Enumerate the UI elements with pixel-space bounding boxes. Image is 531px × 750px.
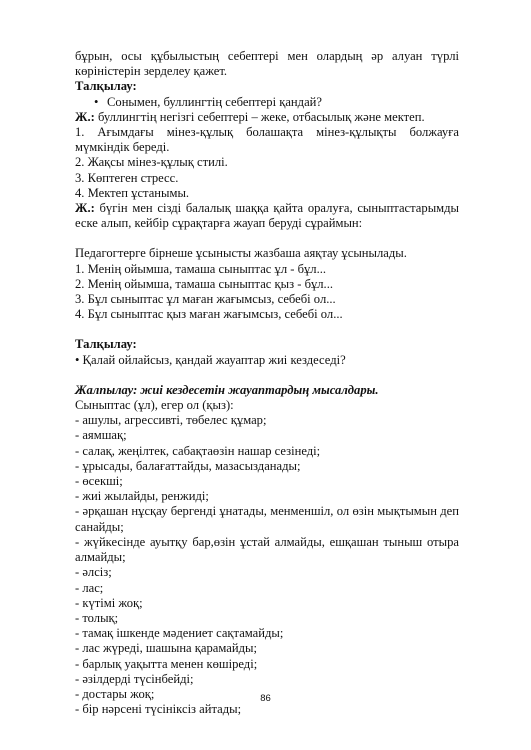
discussion-question-text: Сонымен, буллингтің себептері қандай? bbox=[107, 94, 322, 109]
answer-label: Ж.: bbox=[75, 201, 95, 216]
answer-example-item: - тамақ ішкенде мәдениет сақтамайды; bbox=[75, 626, 284, 641]
answer-text: бүгін мен сізді балалық шаққа қайта оралуға, сыныптастарымды еске алып, кейбір сұрақтарға жауап беруді сұраймын: bbox=[75, 201, 459, 231]
discussion-question-2: • Қалай ойлайсыз, қандай жауаптар жиі кездеседі? bbox=[75, 352, 346, 367]
summary-heading: Жалпылау: жиі кездесетін жауаптардың мысалдары. bbox=[75, 382, 379, 397]
answer-example-item: - толық; bbox=[75, 610, 119, 625]
cause-item: 2. Жақсы мінез-құлық стилі. bbox=[75, 155, 228, 170]
intro-paragraph: бұрын, осы құбылыстың себептері мен олардың әр алуан түрлі көріністерін зерделеу қажет. bbox=[75, 49, 459, 79]
answer-example-item: - әлсіз; bbox=[75, 565, 112, 580]
answer-example-item: - бір нәрсені түсініксіз айтады; bbox=[75, 702, 242, 717]
answer-example-item: - әзілдерді түсінбейді; bbox=[75, 671, 194, 686]
answer-example-item: - жиі жылайды, ренжиді; bbox=[75, 489, 209, 504]
document-page bbox=[75, 49, 459, 717]
blank-line bbox=[75, 322, 459, 337]
answer-example-item: - ұрысады, балағаттайды, мазасызданады; bbox=[75, 458, 301, 473]
answer-example-item: - лас; bbox=[75, 580, 104, 595]
summary-intro: Сыныптас (ұл), егер ол (қыз): bbox=[75, 398, 234, 413]
exercise-intro: Педагогтерге бірнеше ұсынысты жазбаша аяқтау ұсынылады. bbox=[75, 246, 407, 261]
answer-paragraph-2 bbox=[75, 201, 459, 231]
answer-example-item: - жүйкесінде ауытқу бар,өзін ұстай алмайды, ешқашан тыныш отыра алмайды; bbox=[75, 534, 459, 565]
exercise-item: 4. Бұл сыныптас қыз маған жағымсыз, себебі ол... bbox=[75, 307, 343, 322]
discussion-question-1 bbox=[75, 95, 459, 110]
page-number: 86 bbox=[260, 693, 271, 704]
answer-example-item: - күтімі жоқ; bbox=[75, 595, 143, 610]
answer-text: буллингтің негізгі себептері – жеке, отбасылық және мектеп. bbox=[94, 109, 425, 124]
answer-example-item: - достары жоқ; bbox=[75, 686, 155, 701]
exercise-item: 3. Бұл сыныптас ұл маған жағымсыз, себебі ол... bbox=[75, 292, 336, 307]
discussion-heading-1: Талқылау: bbox=[75, 79, 137, 94]
blank-line bbox=[75, 231, 459, 246]
blank-line bbox=[75, 368, 459, 383]
answer-example-item: - салақ, жеңілтек, сабақтаөзін нашар сезінеді; bbox=[75, 443, 321, 458]
exercise-item: 2. Менің ойымша, тамаша сыныптас қыз - бұл... bbox=[75, 276, 334, 291]
cause-item: 1. Ағымдағы мінез-құлық болашақта мінез-құлықты болжауға мүмкіндік береді. bbox=[75, 125, 459, 155]
bullet-icon: • bbox=[94, 94, 99, 109]
exercise-item: 1. Менің ойымша, тамаша сыныптас ұл - бұл... bbox=[75, 261, 327, 276]
answer-label: Ж.: bbox=[75, 109, 95, 124]
answer-example-item: - барлық уақытта менен көшіреді; bbox=[75, 656, 258, 671]
cause-item: 3. Көптеген стресс. bbox=[75, 170, 179, 185]
cause-item: 4. Мектеп ұстанымы. bbox=[75, 185, 190, 200]
discussion-heading-2: Талқылау: bbox=[75, 337, 137, 352]
answer-example-item: - аямшақ; bbox=[75, 428, 127, 443]
answer-paragraph-1 bbox=[75, 110, 459, 125]
answer-example-item: - ашулы, агрессивті, төбелес құмар; bbox=[75, 413, 267, 428]
answer-example-item: - лас жүреді, шашына қарамайды; bbox=[75, 641, 257, 656]
answer-example-item: - әрқашан нұсқау бергенді ұнатады, менменшіл, ол өзін мықтымын деп санайды; bbox=[75, 504, 459, 534]
answer-example-item: - өсекші; bbox=[75, 474, 123, 489]
